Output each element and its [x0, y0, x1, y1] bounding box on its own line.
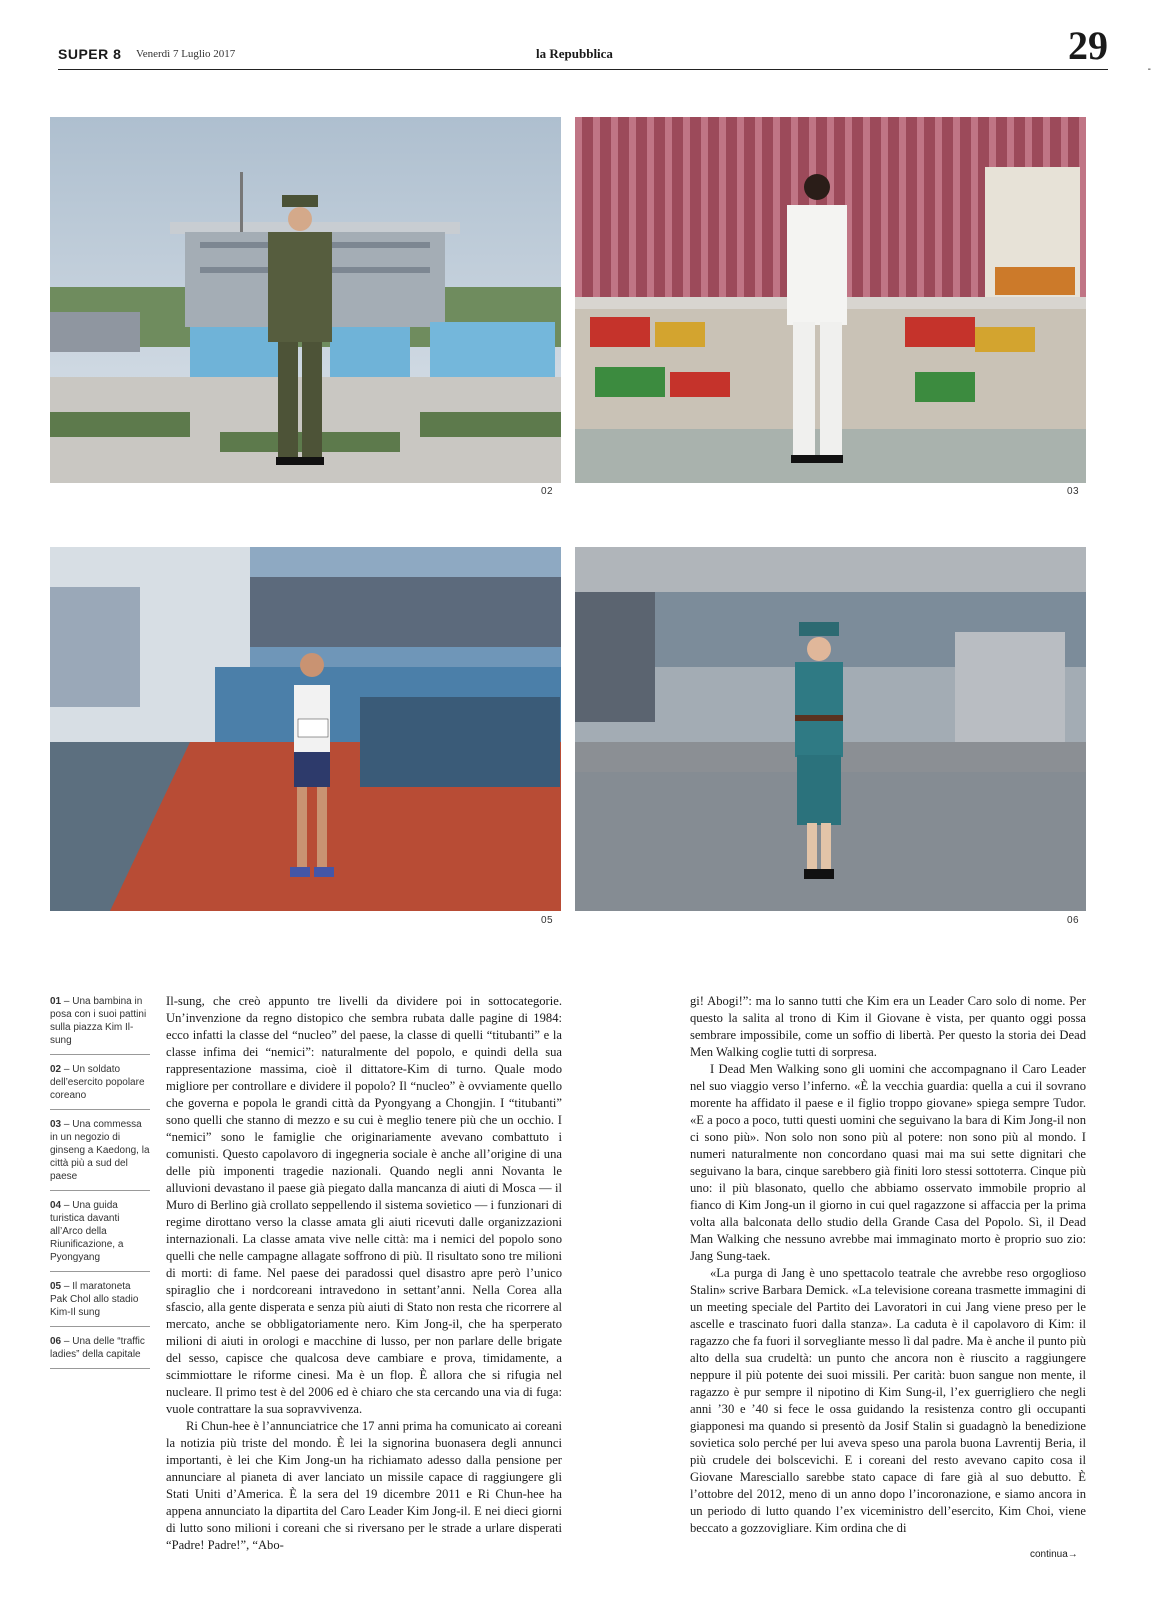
caption-text: Una delle “traffic ladies” della capitale — [50, 1336, 145, 1360]
photo-number: 03 — [1067, 486, 1080, 497]
photo-number: 06 — [1067, 915, 1080, 926]
article-paragraph: Il-sung, che creò appunto tre livelli da dividere poi in sottocategorie. Un’invenzione da regno distopico che sembra rubata dalle pagine di 1984: ecco infatti la classe del “nucleo” del paese, la classe di quelli “titubanti” e la classe infima dei “nemici”: naturalmente del popolo, e quindi della sua rappresentazione massima, cioè il dittatore-Kim di turno. Quale modo migliore per controllare e dividere il popolo? Il “nucleo” è ovviamente quello che governa e popola le grandi città da Pyongyang a Chongjin. I “titubanti” sono quelli che stanno di mezzo e su cui è meglio tenere più che un occhio. I “nemici” sono le famiglie che originariamente avevano combattuto i comunisti. Questo capolavoro di ingegneria sociale è anche all’origine di una delle più imponenti tragedie nazionali. Quando negli anni Novanta le alluvioni devastano il paese già piegato dalla mancanza di aiuti di Mosca — il Muro di Berlino già crollato seppellendo il sistema sovietico — i funzionari di regime dirottano verso la classe amata gli aiuti ricevuti dalle organizzazioni internazionali. La classe amata vive nelle città: ma i nemici del popolo sono quelli che nelle campagne allagate soffrono di più. Il risultato sono tre milioni di morti: di fame. Nel paese dei paradossi quel disastro apre però l’unico spiraglio che i nordcoreani intravedono in settant’anni. Nella Corea alla sfascio, alla gente disperata e senza più aiuti di Stato non resta che ricorrere al mercato, anche se obbligatoriamente nero. Kim Jong-il, che ha sperperato milioni di aiuti in orologi e macchine di lusso, per non parlare delle brigate del sesso, capisce che qualcosa deve cambiare e prova, timidamente, a scimmiottare le riforme cinesi. Ma è un flop. È allora che si rifugia nel nucleare. Il primo test è del 2006 ed è chiaro che sta cercando una via di fuga: vuole contrattare la sua sopravvivenza. — [166, 994, 562, 1416]
article-paragraph: gi! Abogi!”: ma lo sanno tutti che Kim era un Leader Caro solo di nome. Per questo la salita al trono di Kim il Giovane è vista, per quanto oggi possa sembrare impossibile, come un soffio di libertà. Per questo la storia dei Dead Men Walking coglie tutti di sorpresa. — [690, 994, 1086, 1059]
photo-number: 02 — [541, 486, 554, 497]
caption-text: Il maratoneta Pak Chol allo stadio Kim-Il sung — [50, 1281, 139, 1318]
caption-text: Una commessa in un negozio di ginseng a Kaedong, la città più a sud del paese — [50, 1119, 150, 1182]
article-column-1 — [166, 993, 562, 1554]
caption: 06 – Una delle “traffic ladies” della capitale — [50, 1335, 150, 1369]
caption-number: 05 — [50, 1281, 62, 1292]
caption-text: Una bambina in posa con i suoi pattini sulla piazza Kim Il-sung — [50, 996, 147, 1046]
caption-number: 03 — [50, 1119, 62, 1130]
caption: 02 – Un soldato dell’esercito popolare coreano — [50, 1063, 150, 1110]
caption-number: 04 — [50, 1200, 62, 1211]
caption: 05 – Il maratoneta Pak Chol allo stadio Kim-Il sung — [50, 1280, 150, 1327]
caption-number: 01 — [50, 996, 62, 1007]
photo-marathon-runner — [50, 547, 561, 911]
caption-text: Un soldato dell’esercito popolare coreano — [50, 1064, 145, 1101]
caption-number: 02 — [50, 1064, 62, 1075]
edge-mark: - — [1147, 64, 1151, 75]
page-number: 29 — [1068, 23, 1108, 68]
masthead — [58, 23, 1108, 70]
caption-number: 06 — [50, 1336, 62, 1347]
photo-traffic-lady — [575, 547, 1086, 911]
photo-number: 05 — [541, 915, 554, 926]
newspaper-name: la Repubblica — [536, 46, 613, 61]
article-paragraph: Ri Chun-hee è l’annunciatrice che 17 anni prima ha comunicato ai coreani la notizia più triste del mondo. È lei la signorina buonasera degli annunci importanti, è lei che Kim Jong-un ha richiamato adesso dalla pensione per annunciare al pianeta di aver lanciato un missile capace di raggiungere gli Stati Uniti d’America. È la sera del 19 dicembre 2011 e Ri Chun-hee ha appena annunciato la dipartita del Caro Leader Kim Jong-il. E nei dieci giorni di lutto sono milioni i coreani che si riversano per le strade a urlare disperati “Padre! Padre!”, “Abo- — [166, 1419, 562, 1552]
section-name: SUPER 8 — [58, 46, 122, 62]
issue-date: Venerdì 7 Luglio 2017 — [136, 48, 236, 60]
photo-soldier — [50, 117, 561, 483]
caption-text: Una guida turistica davanti all’Arco della Riunificazione, a Pyongyang — [50, 1200, 124, 1263]
article-paragraph: I Dead Men Walking sono gli uomini che accompagnano il Caro Leader nel suo viaggio verso l’inferno. «È la vecchia guardia: quella a cui il sovrano morente ha affidato il paese e il figlio troppo giovane» spiega sempre Tudor. «E a poco a poco, tutti questi uomini che seguivano la bara di Kim Jong-il non ci sono più». Non solo non sono più al potere: non sono più al mondo. I numeri naturalmente non concordano quasi mai ma sui sette dignitari che seguivano la bara, cinque sarebbero già finiti loro stessi sottoterra. Cinque più uno: il più blasonato, quello che abbiamo osservato immobile proprio al fianco di Kim Jong-un il giorno in cui quel ragazzone si affaccia per la prima volta alla balconata dello studio della Grande Casa del Popolo. Sì, il Dead Man Walking che nessuno avrebbe mai immaginato morto è proprio suo zio: Jang Sung-taek. — [690, 1062, 1086, 1263]
caption: 03 – Una commessa in un negozio di ginseng a Kaedong, la città più a sud del paese — [50, 1118, 150, 1191]
captions-sidebar — [50, 995, 150, 1377]
continued-link: continua→ — [1030, 1549, 1078, 1560]
photo-ginseng-shop — [575, 117, 1086, 483]
article-paragraph: «La purga di Jang è uno spettacolo teatrale che avrebbe reso orgoglioso Stalin» scrive Barbara Demick. «La televisione coreana trasmette immagini di un meeting speciale del Partito dei Lavoratori in cui Jang viene preso per le ascelle e trascinato fuori dalla stanza». La caduta è il capolavoro di Kim: il ragazzo che fa fuori il sorvegliante messo lì dal padre. Ma è anche il punto più alto della sua crudeltà: un punto che ancora non è riuscito a raggiungere neppure il più potente dei suoi missili. Per carità: buon sangue non mente, il ragazzo è pur sempre il nipotino di Kim Sung-il, l’ex guerrigliero che negli anni ’30 e ’40 si fece le ossa guidando la resistenza contro gli occupanti giapponesi ma quando si presentò da Josif Stalin si guadagnò la benedizione sovietica solo perché per lui aveva speso una parola buona Lavrentij Beria, il più crudele dei bolscevichi. E i coreani del resto avevano capito cosa il Giovane Maresciallo sarebbe stato capace di fare già al suo debutto. È l’ottobre del 2012, meno di un anno dopo l’incoronazione, e siamo ancora in un periodo di lutto quando l’ex viceministro dell’esercito, Kim Choi, viene beccato a gozzovigliare. Kim ordina che di — [690, 1266, 1086, 1535]
caption: 04 – Una guida turistica davanti all’Arco della Riunificazione, a Pyongyang — [50, 1199, 150, 1272]
caption: 01 – Una bambina in posa con i suoi pattini sulla piazza Kim Il-sung — [50, 995, 150, 1055]
article-column-2 — [690, 993, 1086, 1537]
